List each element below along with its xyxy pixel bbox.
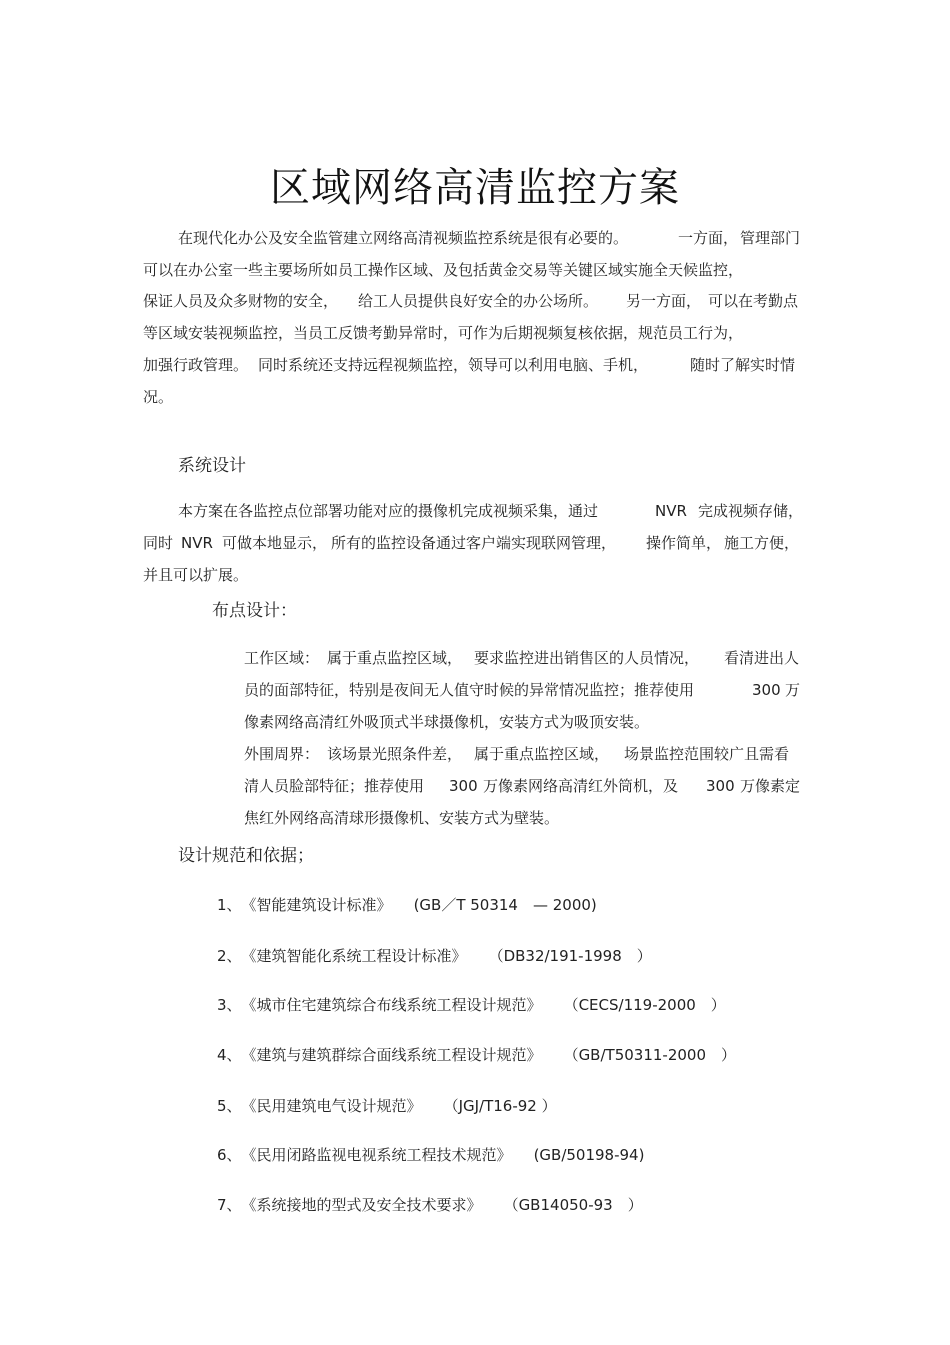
system-line-2e: 操作简单， (646, 534, 722, 552)
perimeter-2a: 清人员脸部特征；推荐使用 (244, 777, 425, 795)
system-design-heading: 系统设计 (178, 456, 246, 476)
standard-code: （CECS/119-2000 ） (563, 996, 726, 1014)
standard-item (217, 1096, 557, 1116)
standard-number: 3、 (217, 996, 242, 1014)
perimeter-1c: 属于重点监控区域， (474, 745, 610, 763)
perimeter-3: 焦红外网络高清球形摄像机、安装方式为壁装。 (244, 809, 560, 827)
standard-number: 7、 (217, 1196, 242, 1214)
standard-code: （GB14050-93 ） (503, 1196, 643, 1214)
standard-number: 6、 (217, 1146, 242, 1164)
standard-item (217, 895, 597, 915)
intro-line-3b: 给工人员提供良好安全的办公场所。 (358, 292, 599, 310)
work-area-2c: 万 (785, 681, 801, 699)
intro-line-4: 等区域安装视频监控，当员工反馈考勤异常时，可作为后期视频复核依据，规范员工行为， (143, 324, 744, 342)
system-line-1c: 完成视频存储， (698, 502, 804, 520)
standard-code: (GB/50198-94) (533, 1146, 645, 1164)
standard-name: 《民用闭路监视电视系统工程技术规范》 (241, 1146, 512, 1164)
intro-line-1c: 管理部门 (740, 229, 801, 247)
intro-line-6: 况。 (143, 388, 174, 406)
system-line-2a: 同时 (143, 534, 174, 552)
standard-number: 2、 (217, 947, 242, 965)
perimeter-1d: 场景监控范围较广且需看 (624, 745, 790, 763)
system-line-2f: 施工方便， (724, 534, 800, 552)
standards-heading: 设计规范和依据； (178, 846, 314, 866)
perimeter-1b: 该场景光照条件差， (327, 745, 463, 763)
system-line-2c: 可做本地显示， (222, 534, 328, 552)
document-title: 区域网络高清监控方案 (270, 165, 680, 211)
perimeter-2c: 万像素网络高清红外筒机，及 (483, 777, 679, 795)
standard-item (217, 1195, 643, 1215)
perimeter-2b: 300 (449, 777, 478, 795)
intro-line-3d: 可以在考勤点 (708, 292, 799, 310)
perimeter-label: 外围周界： (244, 745, 320, 763)
work-area-1d: 看清进出人 (724, 649, 800, 667)
standard-code: (GB／T 50314 — 2000) (413, 896, 597, 914)
standard-name: 《建筑智能化系统工程设计标准》 (241, 947, 467, 965)
system-line-2b: NVR (181, 534, 213, 552)
standard-name: 《智能建筑设计标准》 (241, 896, 392, 914)
standard-name: 《民用建筑电气设计规范》 (241, 1097, 422, 1115)
system-line-1a: 本方案在各监控点位部署功能对应的摄像机完成视频采集，通过 (178, 502, 599, 520)
intro-line-1b: 一方面， (678, 229, 739, 247)
intro-line-2: 可以在办公室一些主要场所如员工操作区域、及包括黄金交易等关键区域实施全天候监控， (143, 261, 744, 279)
intro-line-3c: 另一方面， (626, 292, 702, 310)
standard-name: 《建筑与建筑群综合面线系统工程设计规范》 (241, 1046, 542, 1064)
standard-name: 《城市住宅建筑综合布线系统工程设计规范》 (241, 996, 542, 1014)
standard-item (217, 995, 726, 1015)
layout-design-heading: 布点设计： (212, 601, 297, 621)
system-line-1b: NVR (655, 502, 687, 520)
system-line-3: 并且可以扩展。 (143, 566, 249, 584)
intro-line-3a: 保证人员及众多财物的安全， (143, 292, 339, 310)
intro-line-5b: 同时系统还支持远程视频监控，领导可以利用电脑、手机， (258, 356, 649, 374)
standard-number: 1、 (217, 896, 242, 914)
standard-code: （JGJ/T16-92 ） (443, 1097, 557, 1115)
intro-line-5a: 加强行政管理。 (143, 356, 249, 374)
perimeter-2d: 300 (706, 777, 735, 795)
standard-name: 《系统接地的型式及安全技术要求》 (241, 1196, 482, 1214)
system-line-2d: 所有的监控设备通过客户端实现联网管理， (331, 534, 617, 552)
work-area-3: 像素网络高清红外吸顶式半球摄像机，安装方式为吸顶安装。 (244, 713, 650, 731)
standard-code: （DB32/191-1998 ） (488, 947, 652, 965)
standard-number: 4、 (217, 1046, 242, 1064)
intro-line-5c: 随时了解实时情 (690, 356, 796, 374)
work-area-1b: 属于重点监控区域， (327, 649, 463, 667)
work-area-1c: 要求监控进出销售区的人员情况， (474, 649, 700, 667)
work-area-2a: 员的面部特征，特别是夜间无人值守时候的异常情况监控；推荐使用 (244, 681, 695, 699)
standard-item (217, 946, 652, 966)
standard-number: 5、 (217, 1097, 242, 1115)
perimeter-2e: 万像素定 (740, 777, 801, 795)
intro-line-1a: 在现代化办公及安全监管建立网络高清视频监控系统是很有必要的。 (178, 229, 629, 247)
standard-item (217, 1145, 644, 1165)
work-area-label: 工作区域： (244, 649, 320, 667)
work-area-2b: 300 (752, 681, 781, 699)
standard-code: （GB/T50311-2000 ） (563, 1046, 736, 1064)
standard-item (217, 1045, 736, 1065)
